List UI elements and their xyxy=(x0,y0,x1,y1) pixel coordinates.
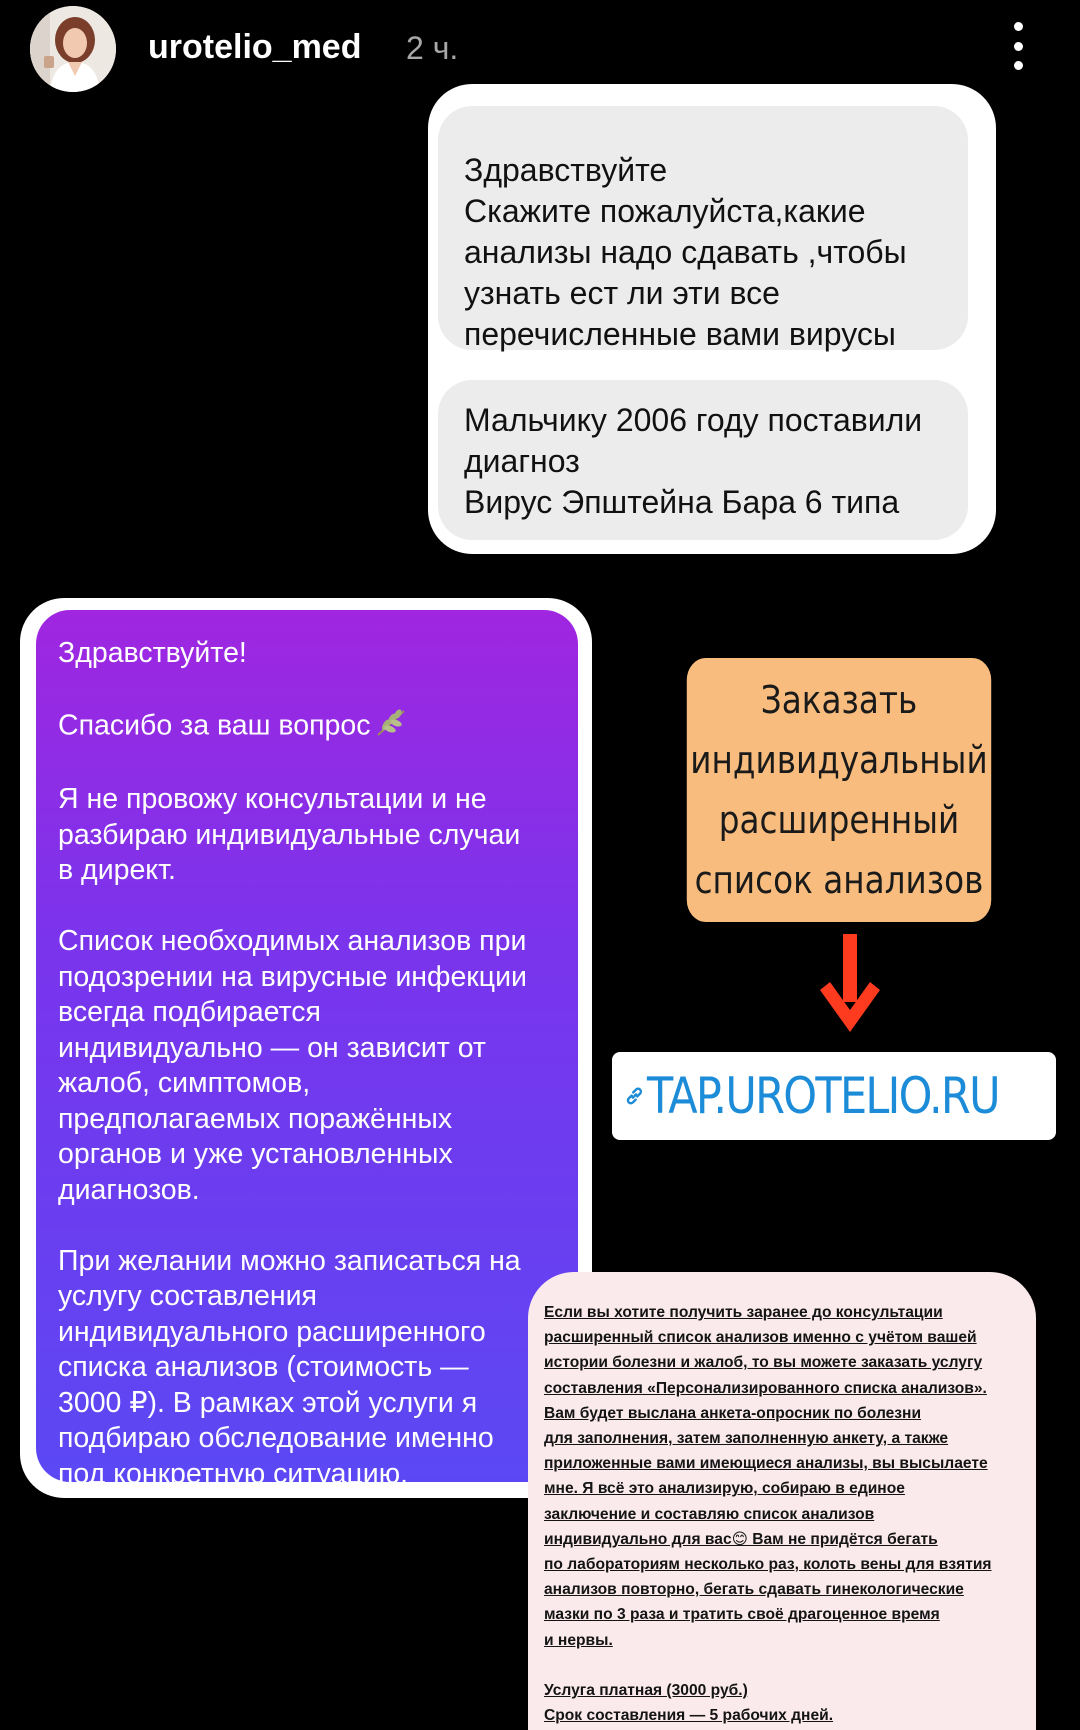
more-vertical-icon[interactable] xyxy=(1004,22,1032,70)
question-line: Скажите пожалуйста,какие xyxy=(464,193,866,229)
reply-line: в директ. xyxy=(58,854,176,886)
reply-line: диагнозов. xyxy=(58,1173,200,1206)
note-line: анализов повторно, бегать сдавать гинекологические xyxy=(544,1581,964,1599)
question-screenshot xyxy=(428,84,996,554)
reply-line: жалоб, симптомов, xyxy=(58,1067,311,1099)
reply-line: 3000 ₽). В рамках этой услуги я xyxy=(58,1386,478,1419)
post-time: 2 ч. xyxy=(406,30,459,66)
reply-line: списка анализов (стоимость — xyxy=(58,1351,469,1383)
cta-line: индивидуальный xyxy=(690,738,988,782)
diagnosis-bubble xyxy=(438,380,968,540)
reply-screenshot xyxy=(20,598,592,1498)
note-line: расширенный список анализов именно с учётом вашей xyxy=(544,1329,977,1347)
link-icon xyxy=(624,1070,645,1122)
note-line: индивидуально для вас😊 Вам не придётся бегать xyxy=(544,1530,938,1548)
note-line: приложенные вами имеющиеся анализы, вы высылаете xyxy=(544,1455,988,1473)
note-line: истории болезни и жалоб, то вы можете заказать услугу xyxy=(544,1354,983,1372)
reply-line: индивидуально — он зависит от xyxy=(58,1031,486,1064)
reply-line: подозрении на вирусные инфекции xyxy=(58,960,527,993)
reply-message xyxy=(36,610,578,1490)
reply-line: услугу составления xyxy=(58,1280,317,1312)
reply-line: под конкретную ситуацию. xyxy=(58,1457,409,1490)
reply-line: подбираю обследование именно xyxy=(58,1422,494,1454)
note-line: для заполнения, затем заполненную анкету, а также xyxy=(544,1430,949,1448)
question-line: узнать ест ли эти все xyxy=(464,275,780,311)
reply-line: При желании можно записаться на xyxy=(58,1244,521,1277)
reply-line: предполагаемых поражённых xyxy=(58,1102,453,1135)
avatar-photo xyxy=(30,6,116,92)
note-line: по лабораториям несколько раз, колоть вены для взятия xyxy=(544,1556,992,1574)
leaf-icon xyxy=(374,707,408,747)
arrow-down-icon xyxy=(814,934,886,1036)
diagnosis-line: Вирус Эпштейна Бара 6 типа xyxy=(464,484,900,520)
note-line: мне. Я всё это анализирую, собираю в единое xyxy=(544,1480,905,1498)
reply-thanks: Спасибо за ваш вопрос xyxy=(58,709,371,742)
diagnosis-line: Мальчику 2006 году поставили xyxy=(464,402,923,438)
order-analysis-sticker xyxy=(687,658,991,922)
cta-line: расширенный xyxy=(718,798,960,842)
note-deadline: Срок составления — 5 рабочих дней. xyxy=(544,1707,834,1725)
note-line: Вам будет выслана анкета-опросник по болезни xyxy=(544,1404,922,1422)
link-url[interactable]: TAP.UROTELIO.RU xyxy=(646,1067,999,1125)
question-bubble xyxy=(438,106,968,350)
reply-line: разбираю индивидуальные случаи xyxy=(58,818,521,851)
note-line: и нервы. xyxy=(544,1631,613,1649)
cta-line: список анализов xyxy=(694,858,984,902)
reply-line: Список необходимых анализов при xyxy=(58,925,527,957)
reply-line: всегда подбирается xyxy=(58,996,321,1028)
reply-line: органов и уже установленных xyxy=(58,1138,453,1170)
diagnosis-line: диагноз xyxy=(464,443,580,479)
reply-greeting: Здравствуйте! xyxy=(58,637,247,669)
note-line: составления «Персонализированного списка анализов». xyxy=(544,1379,987,1397)
username[interactable]: urotelio_med xyxy=(148,28,362,66)
reply-line: индивидуального расширенного xyxy=(58,1315,486,1348)
question-line: анализы надо сдавать ,чтобы xyxy=(464,234,907,270)
note-line: мазки по 3 раза и тратить своё драгоценное время xyxy=(544,1606,940,1624)
service-note xyxy=(528,1272,1036,1730)
cta-line: Заказать xyxy=(760,678,918,722)
note-line: заключение и составляю список анализов xyxy=(544,1505,875,1523)
question-line: перечисленные вами вирусы xyxy=(464,316,896,352)
reply-line: Я не провожу консультации и не xyxy=(58,783,487,815)
link-sticker[interactable] xyxy=(612,1052,1056,1140)
note-line: Если вы хотите получить заранее до консультации xyxy=(544,1304,943,1321)
note-price: Услуга платная (3000 руб.) xyxy=(544,1682,748,1700)
question-line: Здравствуйте xyxy=(464,152,668,188)
profile-avatar[interactable] xyxy=(30,6,116,92)
